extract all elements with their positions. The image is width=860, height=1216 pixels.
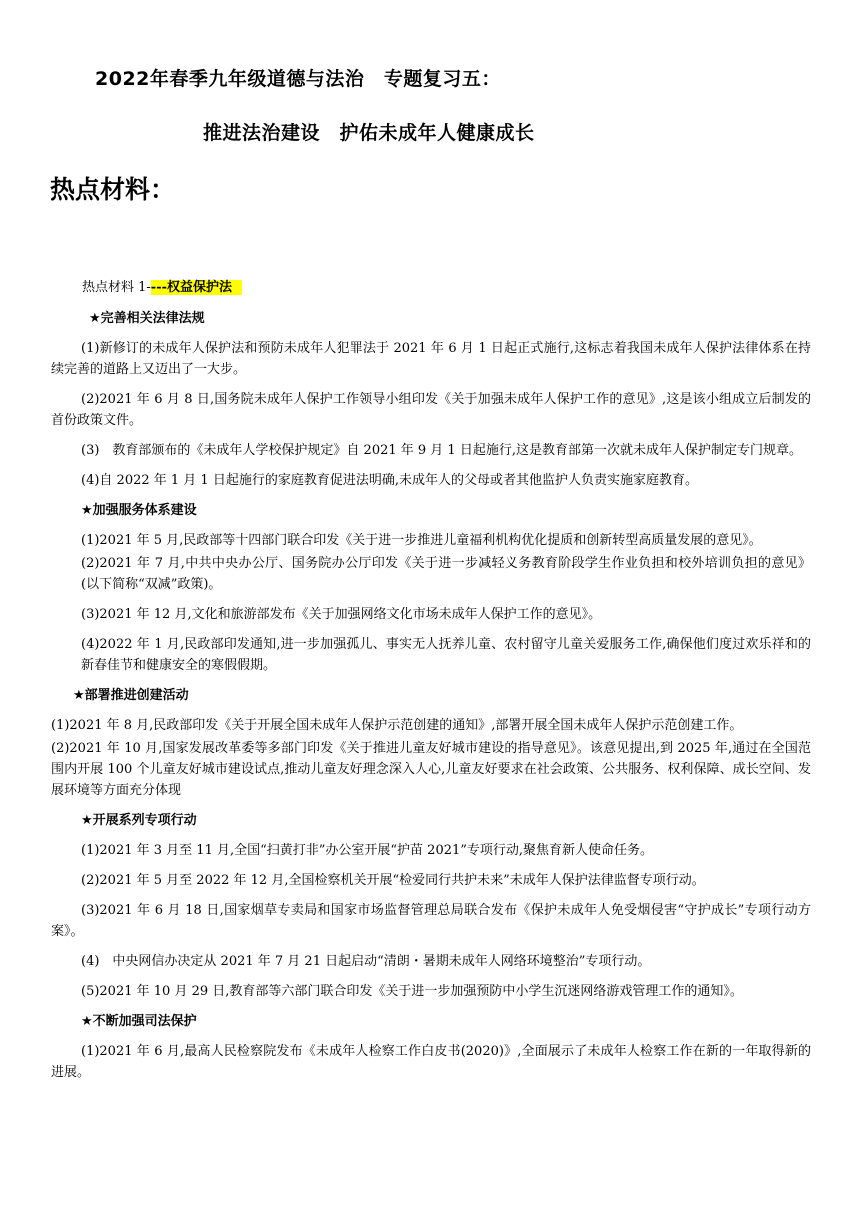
material-label: [51, 277, 811, 298]
paragraph: (1)2021 年 6 月,最高人民检察院发布《未成年人检察工作白皮书(2020)》,全面展示了未成年人检察工作在新的一年取得新的进展。: [51, 1044, 811, 1080]
paragraph: (5)2021 年 10 月 29 日,教育部等六部门联合印发《关于进一步加强预防中小学生沉迷网络游戏管理工作的通知》。: [81, 984, 743, 999]
material-highlight: 权益保护法: [167, 280, 242, 295]
paragraph: (1)2021 年 8 月,民政部印发《关于开展全国未成年人保护示范创建的通知》,部署开展全国未成年人保护示范创建工作。: [51, 718, 743, 733]
section-heading-laws: ★完善相关法律法规: [89, 311, 205, 326]
material-dashes: ---: [150, 280, 167, 295]
section-heading-judicial: ★不断加强司法保护: [81, 1014, 197, 1029]
paragraph: (4)2022 年 1 月,民政部印发通知,进一步加强孤儿、事实无人抚养儿童、农村留守儿童关爱服务工作,确保他们度过欢乐祥和的新春佳节和健康安全的寒假假期。: [81, 637, 811, 673]
material-prefix: 热点材料 1-: [82, 280, 151, 295]
section-heading-special-actions: ★开展系列专项行动: [81, 813, 197, 828]
paragraph: (2)2021 年 10 月,国家发展改革委等多部门印发《关于推进儿童友好城市建设的指导意见》。该意见提出,到 2025 年,通过在全国范围内开展 100 个儿童友好城市建设试点,推动儿童友好理念深入人心,儿童友好要求在社会政策、公共服务、权利保障、成长空间、发展环境等方面充分体现: [51, 741, 811, 798]
paragraph: (1)2021 年 3 月至 11 月,全国“扫黄打非”办公室开展“护苗 2021”专项行动,聚焦育新人使命任务。: [81, 843, 654, 858]
paragraph: (4)自 2022 年 1 月 1 日起施行的家庭教育促进法明确,未成年人的父母或者其他监护人负责实施家庭教育。: [81, 473, 698, 488]
paragraph: (2)2021 年 6 月 8 日,国务院未成年人保护工作领导小组印发《关于加强未成年人保护工作的意见》,这是该小组成立后制发的首份政策文件。: [51, 392, 811, 428]
paragraph: (2)2021 年 7 月,中共中央办公厅、国务院办公厅印发《关于进一步减轻义务教育阶段学生作业负担和校外培训负担的意见》(以下简称“双减”政策)。: [81, 556, 811, 592]
section-heading-campaigns: ★部署推进创建活动: [73, 688, 189, 703]
paragraph: (3)2021 年 6 月 18 日,国家烟草专卖局和国家市场监督管理总局联合发布《保护未成年人免受烟侵害“守护成长”专项行动方案》。: [51, 903, 811, 939]
paragraph: (3)2021 年 12 月,文化和旅游部发布《关于加强网络文化市场未成年人保护工作的意见》。: [81, 607, 602, 622]
paragraph: (1)2021 年 5 月,民政部等十四部门联合印发《关于进一步推进儿童福利机构优化提质和创新转型高质量发展的意见》。: [81, 533, 762, 548]
paragraph: (4) 中央网信办决定从 2021 年 7 月 21 日起启动“清朗・暑期未成年人网络环境整治”专项行动。: [81, 954, 651, 969]
paragraph: (2)2021 年 5 月至 2022 年 12 月,全国检察机关开展“检爱同行共护未来”未成年人保护法律监督专项行动。: [81, 873, 705, 888]
title-line-2: 推进法治建设 护佑未成年人健康成长: [203, 122, 535, 144]
paragraph: (3) 教育部颁布的《未成年人学校保护规定》自 2021 年 9 月 1 日起施行,这是教育部第一次就未成年人保护制定专门规章。: [81, 443, 802, 458]
hot-materials-heading: 热点材料：: [50, 175, 176, 204]
section-heading-services: ★加强服务体系建设: [81, 503, 197, 518]
title-line-1: 2022年春季九年级道德与法治 专题复习五：: [95, 68, 501, 90]
document-body: [51, 277, 811, 1092]
paragraph: (1)新修订的未成年人保护法和预防未成年人犯罪法于 2021 年 6 月 1 日起正式施行,这标志着我国未成年人保护法律体系在持续完善的道路上又迈出了一大步。: [51, 341, 811, 377]
